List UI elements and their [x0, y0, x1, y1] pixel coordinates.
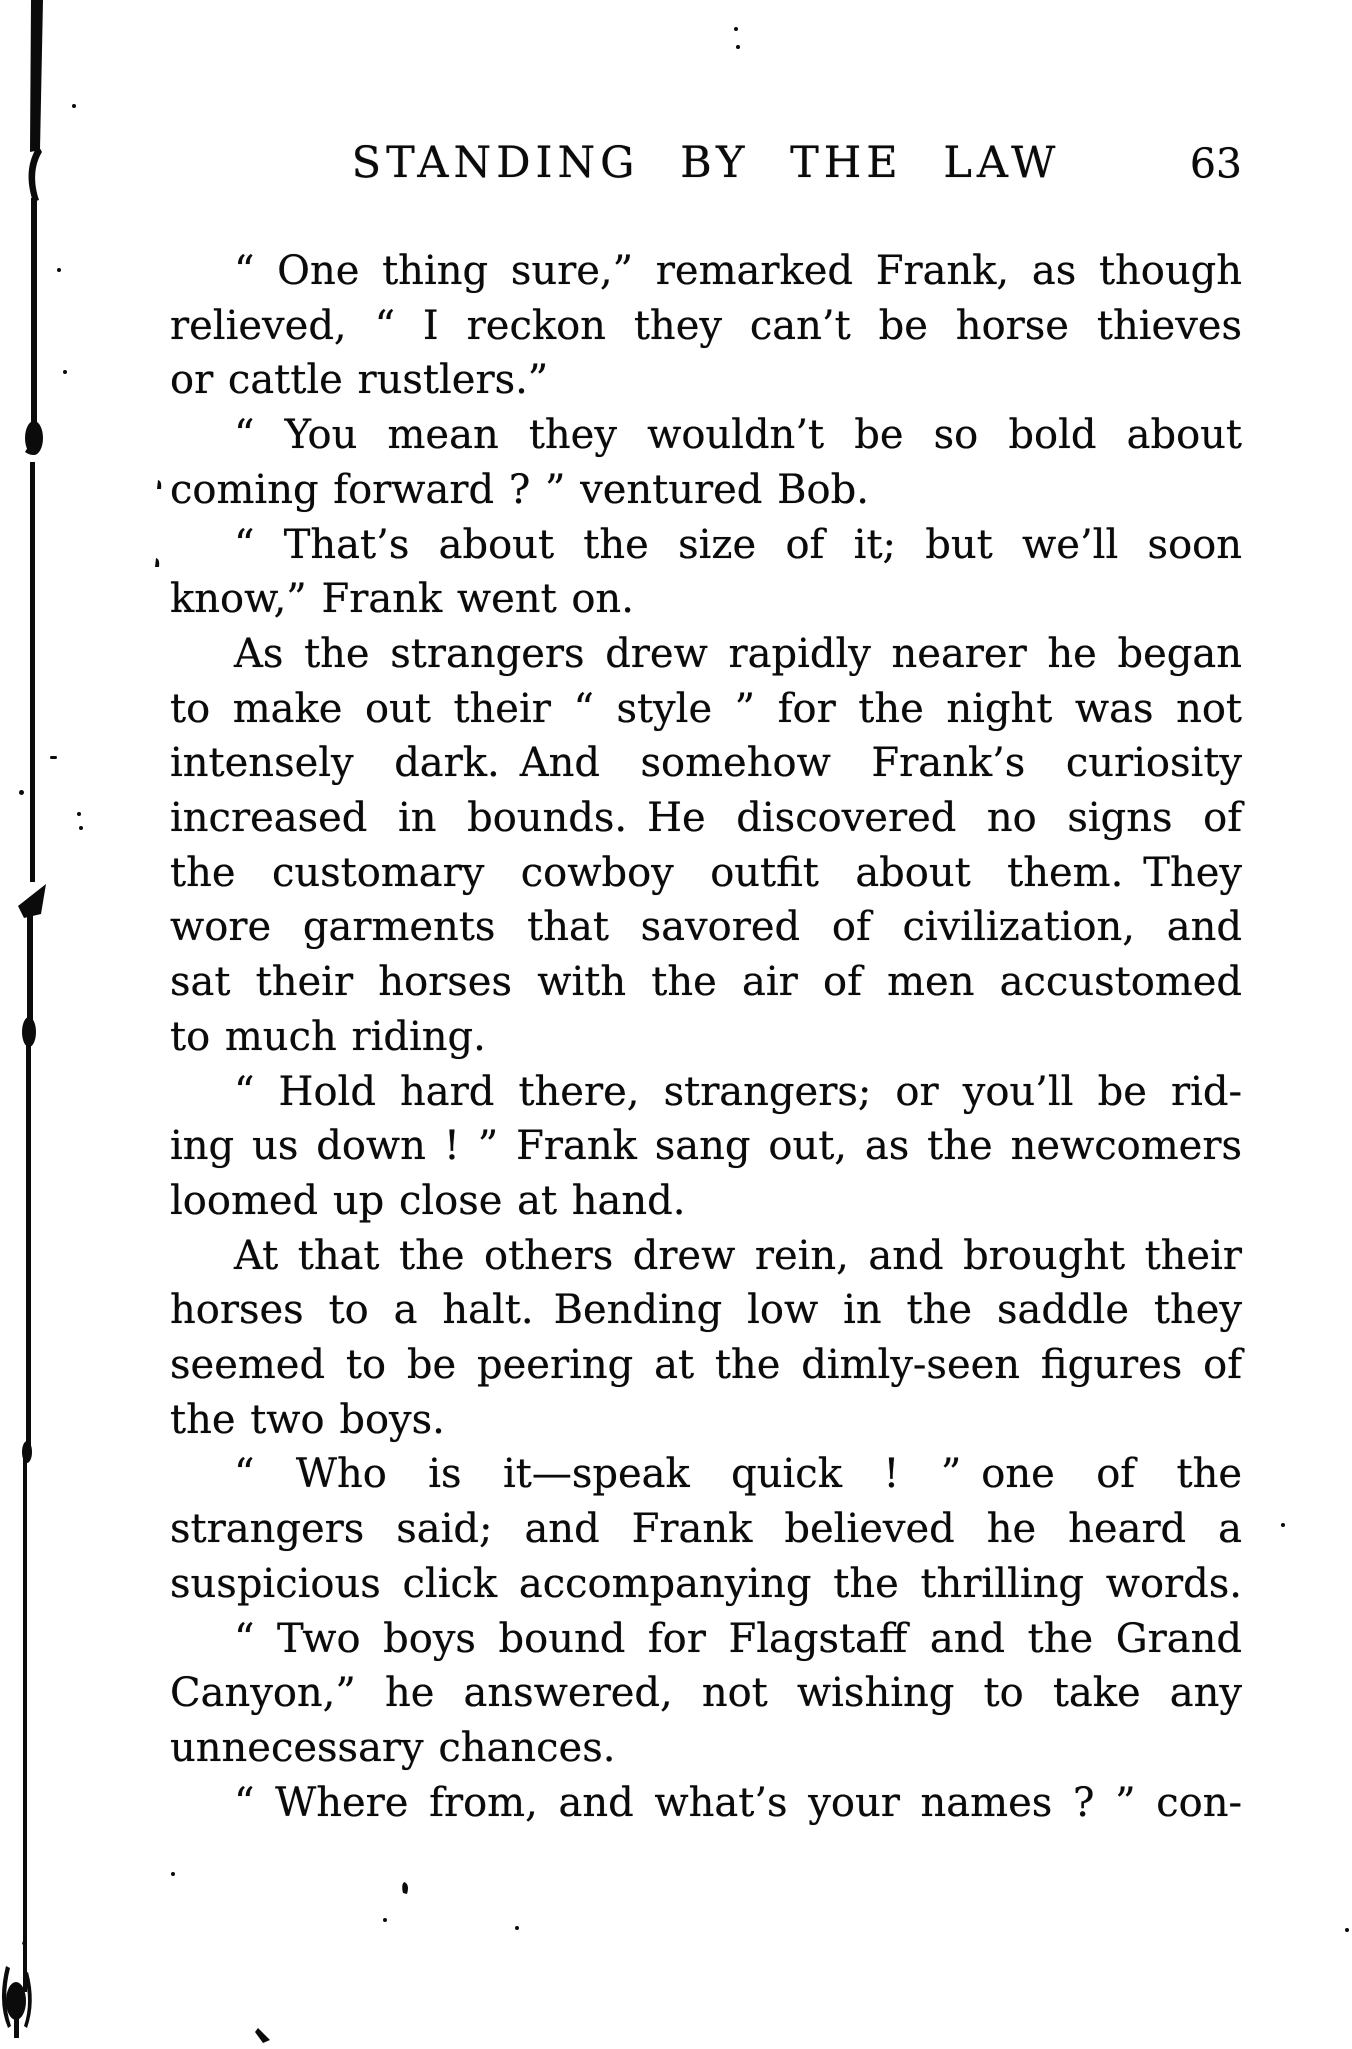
text-line: Canyon,” he answered, not wishing to take any: [170, 1670, 1242, 1717]
ink-speck: [383, 1918, 387, 1922]
text-line: As the strangers drew rapidly nearer he began: [234, 630, 1242, 677]
text-line: “ You mean they wouldn’t be so bold about: [234, 412, 1242, 459]
text-line: to make out their “ style ” for the night was not: [170, 685, 1242, 732]
text-line: “ Hold hard there, strangers; or you’ll be rid-: [234, 1068, 1242, 1115]
text-line: or cattle rustlers.”: [170, 357, 549, 404]
ink-speck: [1281, 1523, 1285, 1527]
text-line: loomed up close at hand.: [170, 1177, 686, 1224]
text-line: relieved, “ I reckon they can’t be horse thieves: [170, 302, 1242, 349]
ink-speck: [1345, 1928, 1349, 1932]
text-line: seemed to be peering at the dimly-seen figures of: [170, 1342, 1242, 1389]
ink-speck: [19, 790, 24, 795]
page-number: 63: [1189, 140, 1242, 188]
text-line: suspicious click accompanying the thrilling words.: [170, 1560, 1242, 1607]
text-line: At that the others drew rein, and brought their: [234, 1232, 1242, 1279]
text-line: know,” Frank went on.: [170, 576, 634, 623]
text-line: “ That’s about the size of it; but we’ll soon: [234, 521, 1242, 568]
text-line: unnecessary chances.: [170, 1724, 616, 1771]
ink-speck: [515, 1926, 519, 1930]
ink-speck: [171, 1872, 175, 1876]
text-line: “ Who is it—speak quick ! ” one of the: [234, 1451, 1242, 1498]
ink-speck: [734, 27, 738, 31]
text-line: “ One thing sure,” remarked Frank, as though: [234, 248, 1242, 294]
page-title: STANDING BY THE LAW: [351, 138, 1061, 188]
ink-speck: [79, 826, 83, 830]
text-line: “ Where from, and what’s your names ? ” con-: [234, 1779, 1242, 1826]
text-line: the two boys.: [170, 1396, 445, 1443]
ink-speck: [77, 812, 81, 816]
running-header: [170, 138, 1242, 218]
text-line: the customary cowboy outfit about them. They: [170, 849, 1242, 896]
text-line: wore garments that savored of civilization, and: [170, 904, 1242, 951]
text-line: strangers said; and Frank believed he heard a: [170, 1506, 1242, 1553]
ink-speck: [72, 104, 76, 108]
text-line: to much riding.: [170, 1013, 486, 1060]
body-text: [170, 244, 1242, 1830]
text-line: “ Two boys bound for Flagstaff and the Grand: [234, 1615, 1242, 1662]
text-line: ing us down ! ” Frank sang out, as the newcomers: [170, 1123, 1242, 1170]
text-line: intensely dark. And somehow Frank’s curiosity: [170, 740, 1242, 787]
text-line: coming forward ? ” ventured Bob.: [170, 466, 869, 513]
text-line: sat their horses with the air of men accustomed: [170, 959, 1242, 1006]
ink-speck: [50, 756, 57, 759]
ink-speck: [63, 370, 67, 374]
text-line: increased in bounds. He discovered no signs of: [170, 795, 1242, 842]
ink-speck: [736, 45, 740, 49]
text-line: horses to a halt. Bending low in the saddle they: [170, 1287, 1242, 1334]
ink-speck: [57, 268, 61, 272]
